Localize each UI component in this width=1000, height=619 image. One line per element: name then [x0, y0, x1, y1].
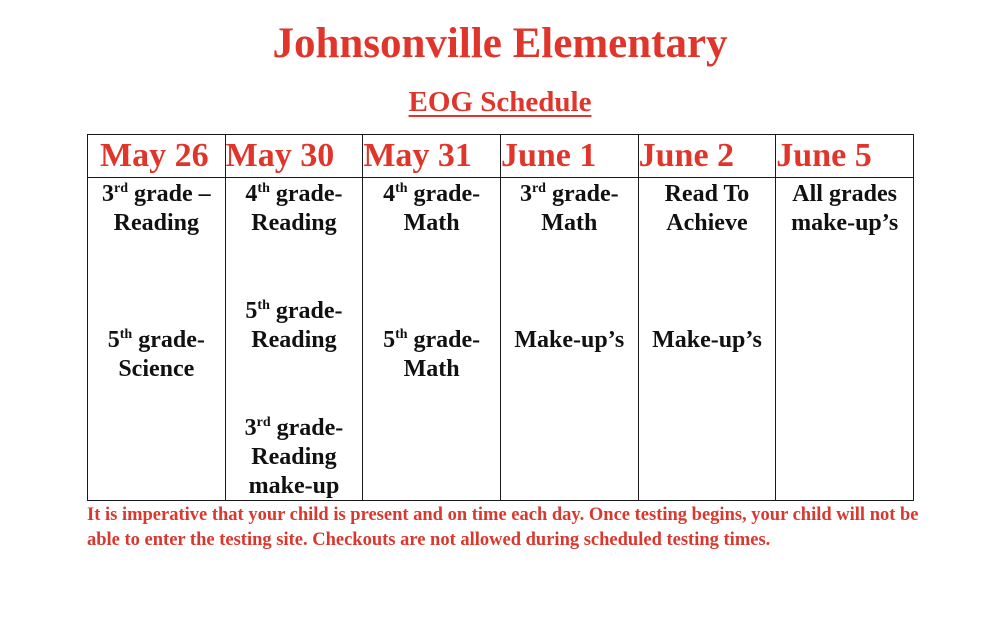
test-entry — [88, 326, 225, 384]
entry-subject: Reading — [251, 444, 337, 470]
date-header: May 31 — [363, 135, 501, 178]
schedule-cell — [88, 178, 226, 501]
entry-line: Read To — [664, 181, 750, 207]
grade-suffix: rd — [256, 415, 271, 430]
entry-line: grade- — [545, 181, 619, 207]
date-header: June 5 — [776, 135, 914, 178]
entry-line: Make-up’s — [652, 327, 762, 353]
date-header: May 26 — [88, 135, 226, 178]
entry-line: grade- — [407, 327, 481, 353]
grade-number: 3 — [244, 415, 257, 441]
school-title: Johnsonville Elementary — [272, 20, 728, 67]
schedule-subtitle-text: EOG Schedule — [408, 86, 592, 118]
test-entry — [501, 180, 638, 238]
grade-number: 4 — [383, 181, 396, 207]
schedule-cell — [500, 178, 638, 501]
grade-suffix: rd — [531, 181, 546, 196]
entry-line: Make-up’s — [514, 327, 625, 353]
grade-suffix: th — [395, 327, 408, 342]
entry-subject: Reading — [251, 327, 337, 353]
grade-suffix: th — [257, 181, 270, 196]
date-header: June 1 — [500, 135, 638, 178]
entry-subject: Reading — [251, 210, 337, 236]
entry-line: grade – — [128, 181, 211, 207]
schedule-cell — [363, 178, 501, 501]
test-entry — [776, 180, 913, 238]
test-entry — [363, 180, 500, 238]
date-header: May 30 — [225, 135, 363, 178]
schedule-cell — [225, 178, 363, 501]
entry-line: grade- — [132, 327, 205, 353]
grade-suffix: th — [257, 298, 270, 313]
date-header-row — [88, 135, 914, 178]
entry-line: grade- — [269, 298, 343, 324]
entry-subject: Achieve — [666, 210, 748, 236]
schedule-cell — [776, 178, 914, 501]
date-header: June 2 — [638, 135, 776, 178]
grade-suffix: rd — [114, 181, 128, 196]
test-entry — [226, 180, 363, 238]
entry-line: grade- — [269, 181, 343, 207]
test-entry — [501, 326, 638, 355]
schedule-table — [87, 134, 914, 501]
entry-line: grade- — [270, 415, 344, 441]
test-entry — [88, 180, 225, 238]
test-entry — [226, 297, 363, 355]
entry-subject: Science — [118, 356, 195, 382]
schedule-subtitle — [0, 84, 1000, 120]
entry-subject: Math — [403, 356, 460, 382]
entry-subject: Reading — [113, 210, 199, 236]
entry-subject: make-up’s — [791, 210, 899, 236]
test-entry — [639, 180, 776, 238]
entry-note: make-up — [248, 473, 340, 499]
entry-subject: Math — [403, 210, 460, 236]
entry-line: All grades — [792, 181, 897, 207]
attendance-note: It is imperative that your child is present and on time each day. Once testing begins, your child will not be able to enter the testing site. Checkouts are not allowed during scheduled testing times. — [87, 505, 919, 550]
grade-number: 5 — [383, 327, 396, 353]
schedule-cell — [638, 178, 776, 501]
grade-number: 3 — [519, 181, 532, 207]
grade-number: 4 — [245, 181, 258, 207]
grade-suffix: th — [395, 181, 408, 196]
test-entry — [226, 414, 363, 501]
grade-suffix: th — [119, 327, 133, 342]
grade-number: 5 — [107, 327, 120, 353]
test-entry — [639, 326, 776, 355]
grade-number: 5 — [245, 298, 258, 324]
test-entry — [363, 326, 500, 384]
grade-number: 3 — [102, 181, 114, 207]
schedule-body-row — [88, 178, 914, 501]
entry-subject: Math — [541, 210, 598, 236]
entry-line: grade- — [407, 181, 481, 207]
